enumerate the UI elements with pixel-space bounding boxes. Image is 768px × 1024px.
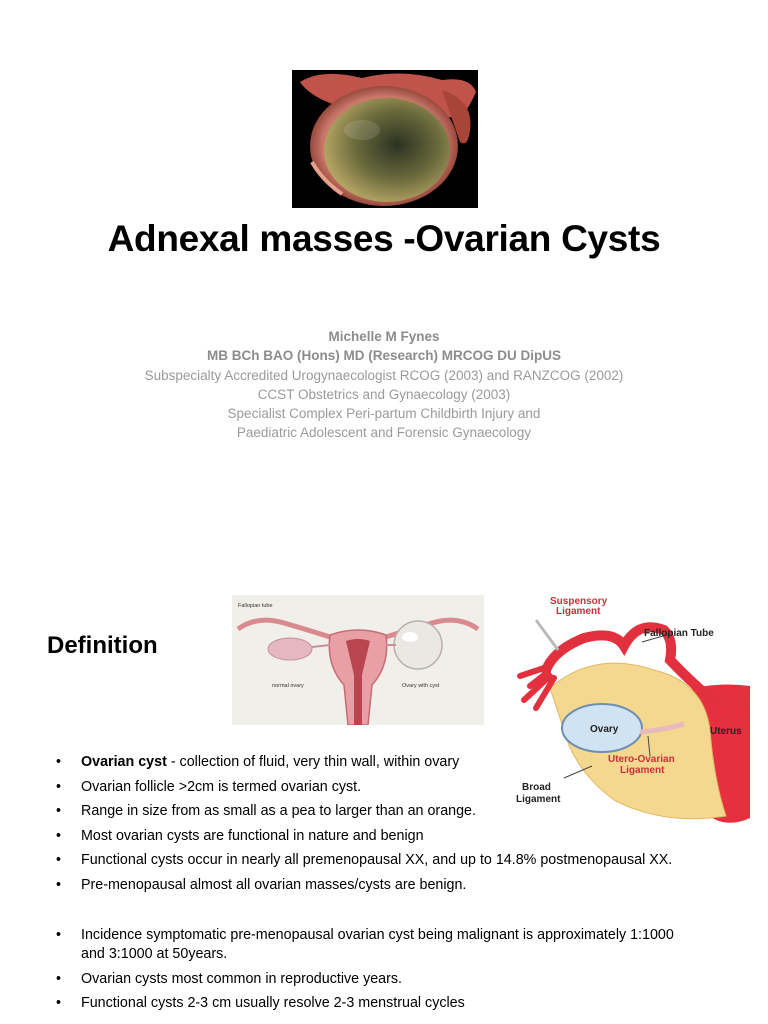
list-item: • Functional cysts 2-3 cm usually resolve 2-3 menstrual cycles	[52, 994, 692, 1013]
bullet-text: Functional cysts occur in nearly all premenopausal XX, and up to 14.8% postmenopausal XX.	[81, 852, 673, 868]
slide-title: Adnexal masses -Ovarian Cysts	[107, 218, 661, 259]
list-item: • Incidence symptomatic pre-menopausal ovarian cyst being malignant is approximately 1:1000 and 3:1000 at 50years.	[52, 926, 692, 964]
author-specialty-cont: Paediatric Adolescent and Forensic Gynaecology	[236, 425, 532, 440]
bullet-text: Range in size from as small as a pea to larger than an orange.	[81, 803, 476, 819]
ovarian-cyst-photo	[292, 70, 478, 208]
uterus-ovary-diagram	[232, 595, 484, 725]
bullet-text: Ovarian follicle >2cm is termed ovarian cyst.	[81, 778, 362, 795]
author-ccst: CCST Obstetrics and Gynaecology (2003)	[257, 387, 511, 402]
list-item	[52, 827, 752, 846]
label-suspensory: Suspensory	[550, 596, 608, 607]
bullet-text: Pre-menopausal almost all ovarian masses/cysts are benign.	[81, 876, 467, 893]
label-uterus: Uterus	[710, 726, 742, 737]
label-broad: Broad	[522, 782, 551, 793]
term-ovarian-cyst: Ovarian cyst	[81, 754, 167, 770]
bullet-text: - collection of fluid, very thin wall, within ovary	[166, 754, 460, 770]
list-item: • Ovarian cysts most common in reproductive years.	[52, 970, 692, 989]
incidence-bullets	[52, 926, 692, 1019]
list-item	[52, 778, 752, 797]
author-degrees: MB BCh BAO (Hons) MD (Research) MRCOG DU DipUS	[206, 348, 561, 363]
author-accreditation: Subspecialty Accredited Urogynaecologist RCOG (2003) and RANZCOG (2002)	[144, 368, 624, 383]
list-item	[52, 851, 752, 870]
label-fallopian-tube: Fallopian tube	[238, 603, 273, 609]
list-item	[52, 876, 752, 895]
label-ovary: Ovary	[590, 724, 619, 735]
section-heading: Definition	[47, 632, 158, 659]
list-item	[52, 802, 752, 821]
label-suspensory-ligament: Ligament	[556, 606, 601, 617]
label-broad-ligament: Ligament	[516, 794, 561, 805]
label-ovary-with-cyst: Ovary with cyst	[402, 683, 440, 689]
author-name: Michelle M Fynes	[328, 329, 440, 344]
bullet-text: Most ovarian cysts are functional in nature and benign	[81, 827, 424, 844]
label-fallopian-tube-2: Fallopian Tube	[644, 628, 714, 639]
author-specialty: Specialist Complex Peri-partum Childbirth Injury and	[227, 406, 541, 421]
label-utero-ovarian: Utero-Ovarian	[608, 754, 675, 765]
definition-bullets	[52, 753, 752, 900]
label-normal-ovary: normal ovary	[272, 683, 304, 689]
label-utero-ovarian-ligament: Ligament	[620, 765, 665, 776]
list-item	[52, 753, 752, 772]
